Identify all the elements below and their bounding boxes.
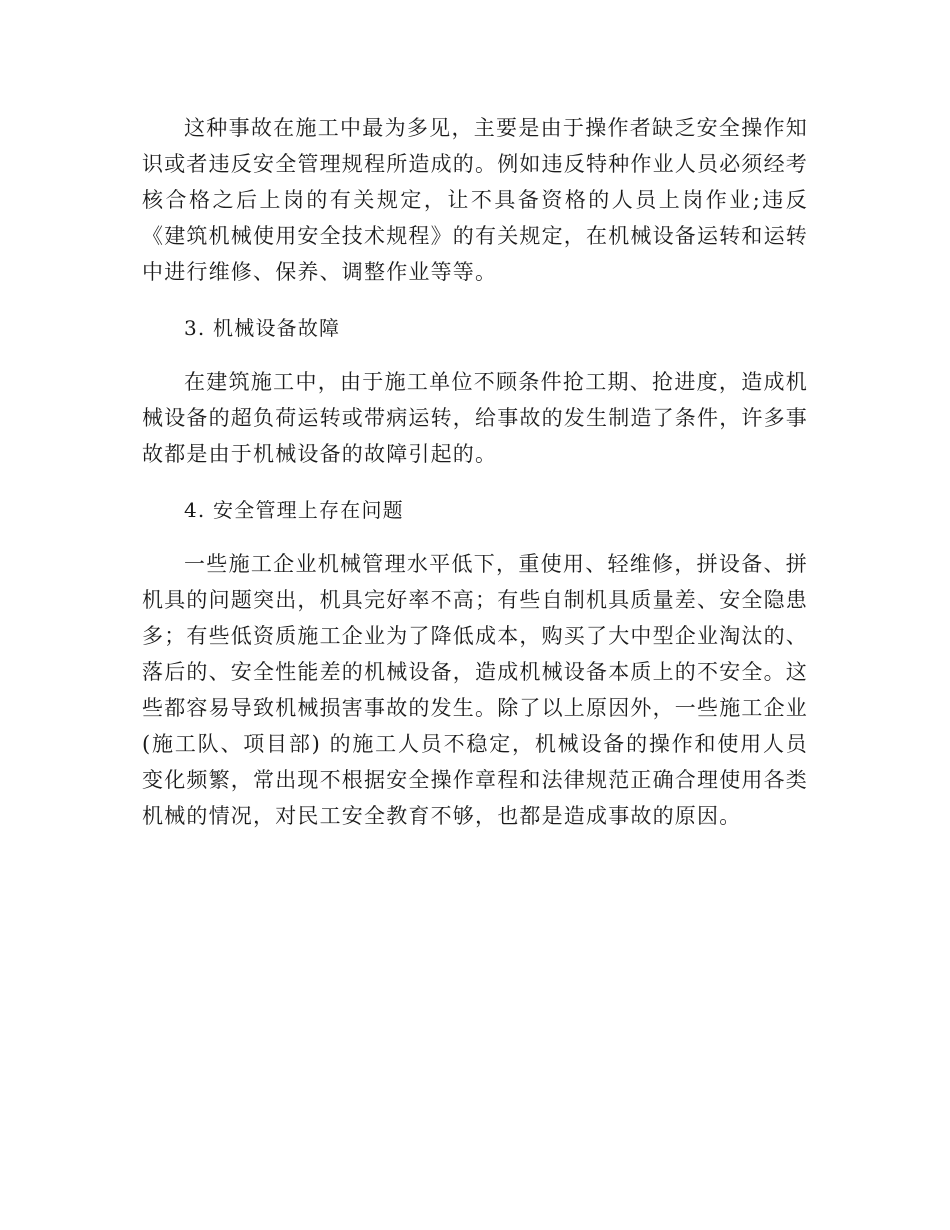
document-body [142,110,808,834]
section-heading-safety-management: 4. 安全管理上存在问题 [184,498,404,522]
paragraph-operator-error: 这种事故在施工中最为多见，主要是由于操作者缺乏安全操作知识或者违反安全管理规程所造成的。例如违反特种作业人员必须经考核合格之后上岗的有关规定，让不具备资格的人员上岗作业;违反《建筑机械使用安全技术规程》的有关规定，在机械设备运转和运转中进行维修、保养、调整作业等等。 [142,116,808,284]
paragraph-safety-management: 一些施工企业机械管理水平低下，重使用、轻维修，拼设备、拼机具的问题突出，机具完好率不高；有些自制机具质量差、安全隐患多；有些低资质施工企业为了降低成本，购买了大中型企业淘汰的、落后的、安全性能差的机械设备，造成机械设备本质上的不安全。这些都容易导致机械损害事故的发生。除了以上原因外，一些施工企业(施工队、项目部) 的施工人员不稳定，机械设备的操作和使用人员变化频繁，常出现不根据安全操作章程和法律规范正确合理使用各类机械的情况，对民工安全教育不够，也都是造成事故的原因。 [142,552,808,828]
section-heading-equipment-failure: 3. 机械设备故障 [184,316,341,340]
paragraph-equipment-failure: 在建筑施工中，由于施工单位不顾条件抢工期、抢进度，造成机械设备的超负荷运转或带病运转，给事故的发生制造了条件，许多事故都是由于机械设备的故障引起的。 [142,370,808,466]
